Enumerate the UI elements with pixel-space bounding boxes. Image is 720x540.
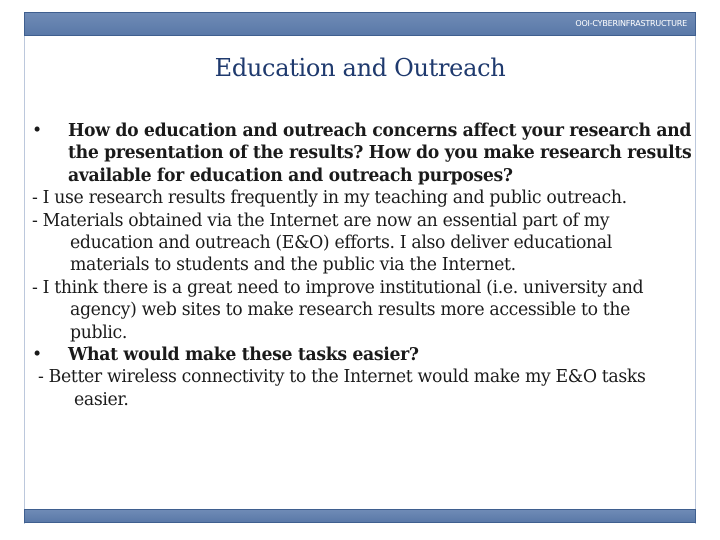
header-tag: OOI-CYBERINFRASTRUCTURE	[575, 19, 687, 28]
slide-title: Education and Outreach	[214, 54, 506, 82]
question-bullet	[32, 120, 692, 187]
question-text: What would make these tasks easier?	[68, 345, 419, 366]
slide-frame-left	[24, 12, 25, 524]
answer-text: - I use research results frequently in my teaching and public outreach.	[32, 188, 627, 209]
slide-frame-right	[695, 12, 696, 524]
question-bullet	[32, 344, 692, 366]
answer-text: - Better wireless connectivity to the Internet would make my E&O tasks easier.	[38, 367, 646, 410]
header-band	[24, 12, 696, 36]
bullet-icon: •	[32, 345, 42, 366]
bullet-icon: •	[32, 121, 42, 141]
answer-text: - I think there is a great need to improve institutional (i.e. university and agency) web sites to make research results more accessible to the public.	[32, 277, 644, 343]
footer-band	[24, 509, 696, 523]
slide-content	[32, 120, 692, 411]
question-text: How do education and outreach concerns affect your research and the presentation of the results? How do you make research results available for education and outreach purposes?	[68, 121, 692, 186]
answer-text: - Materials obtained via the Internet are now an essential part of my education and outreach (E&O) efforts. I also deliver educational materials to students and the public via the Internet.	[32, 210, 612, 276]
